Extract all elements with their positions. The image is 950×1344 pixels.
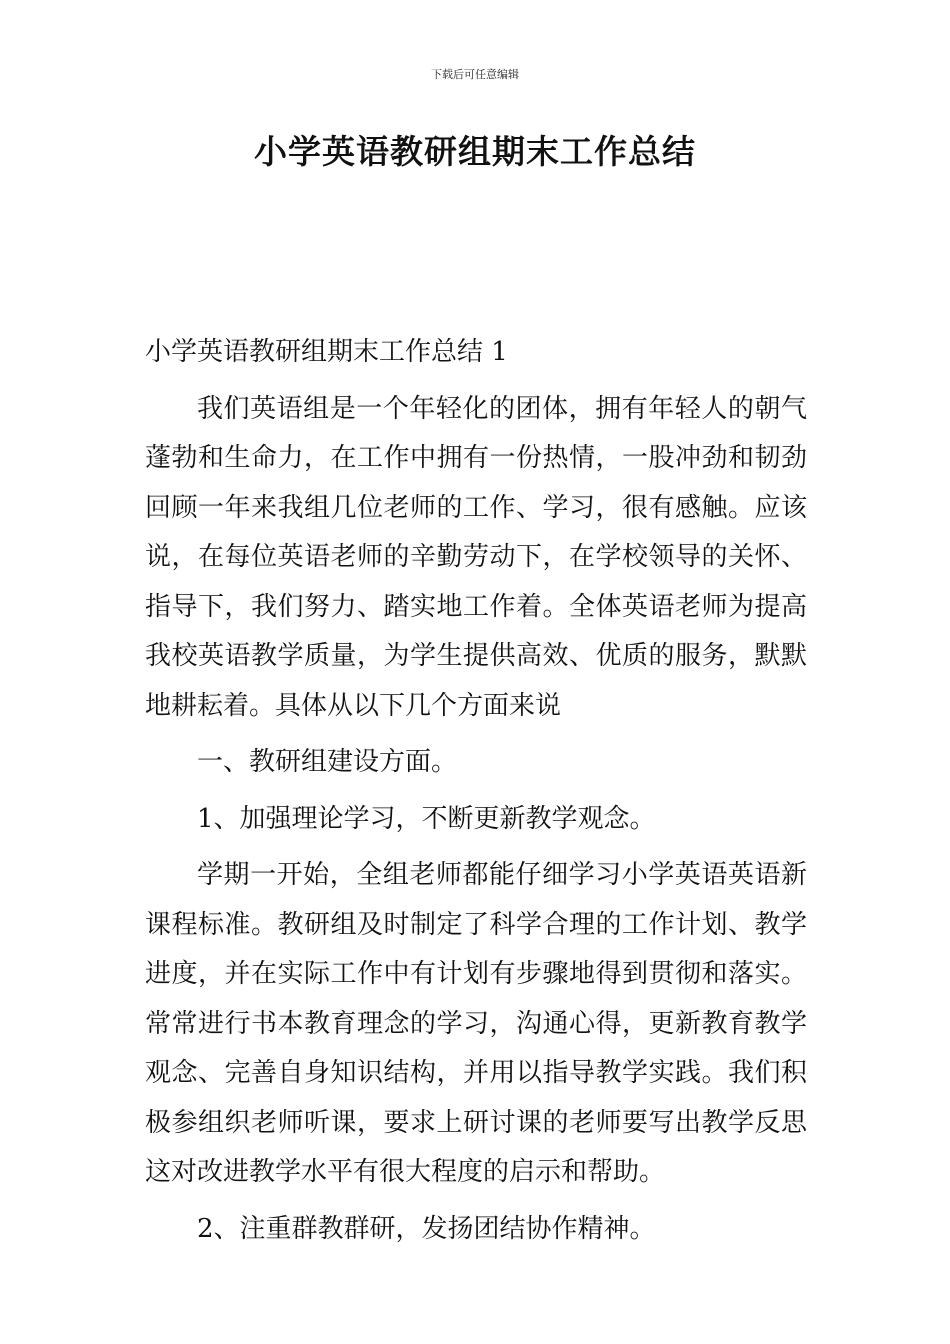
document-title: 小学英语教研组期末工作总结 [254,132,696,171]
paragraph-study: 学期一开始，全组老师都能仔细学习小学英语英语新课程标准。教研组及时制定了科学合理的工作计划、教学进度，并在实际工作中有计划有步骤地得到贯彻和落实。常常进行书本教育理念的学习，沟通心得，更新教育教学观念、完善自身知识结构，并用以指导教学实践。我们积极参组织老师听课，要求上研讨课的老师要写出教学反思这对改进教学水平有很大程度的启示和帮助。 [145,860,807,1187]
header-note: 下载后可任意编辑 [431,68,519,81]
paragraph-item-two: 2、注重群教群研，发扬团结协作精神。 [197,1213,656,1244]
document-body [145,328,807,1254]
section-heading: 小学英语教研组期末工作总结 1 [145,337,508,367]
paragraph-item-one: 1、加强理论学习，不断更新教学观念。 [197,803,656,834]
paragraph-intro: 我们英语组是一个年轻化的团体，拥有年轻人的朝气蓬勃和生命力，在工作中拥有一份热情，一股冲劲和韧劲回顾一年来我组几位老师的工作、学习，很有感触。应该说，在每位英语老师的辛勤劳动下，在学校领导的关怀、指导下，我们努力、踏实地工作着。全体英语老师为提高我校英语教学质量，为学生提供高效、优质的服务，默默地耕耘着。具体从以下几个方面来说 [145,393,807,721]
paragraph-section-one: 一、教研组建设方面。 [197,747,458,777]
